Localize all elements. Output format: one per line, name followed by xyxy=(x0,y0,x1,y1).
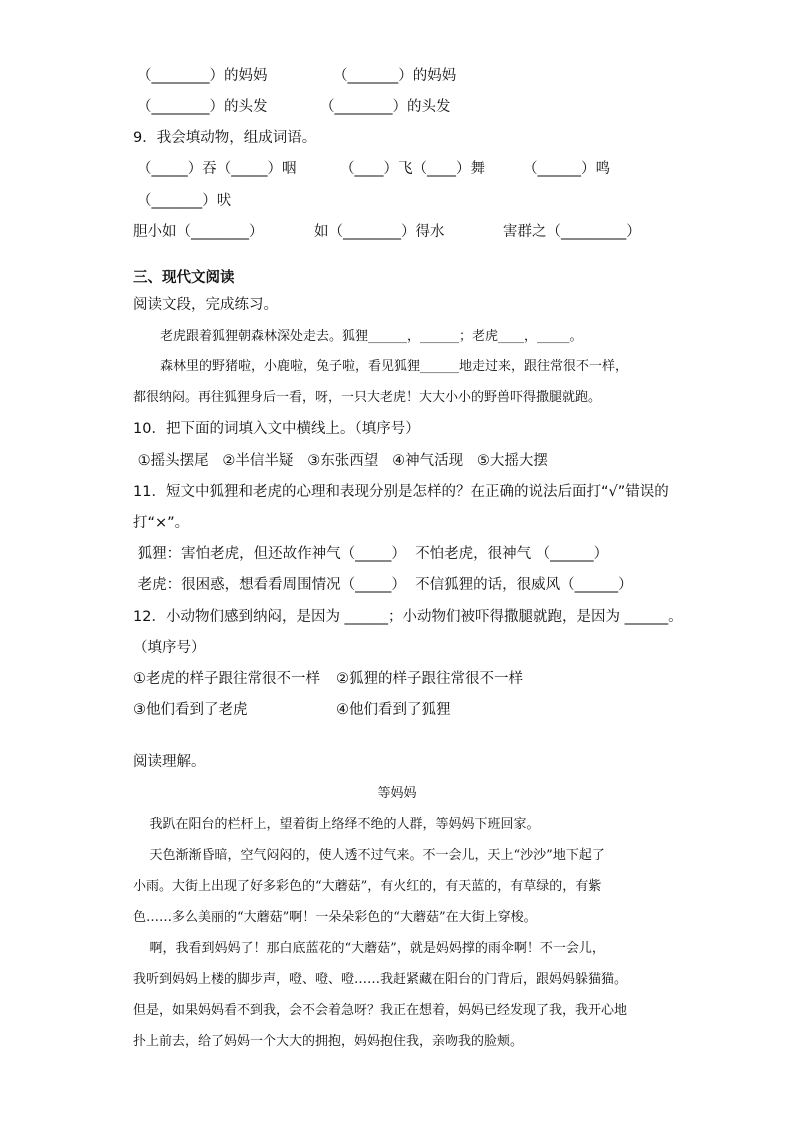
q12-option-3: ③他们看到了老虎 xyxy=(133,702,248,718)
story-line: 扑上前去，给了妈妈一个大大的拥抱，妈妈抱住我，亲吻我的脸颊。 xyxy=(133,1034,524,1049)
q12-option-1: ①老虎的样子跟往常很不一样 xyxy=(133,671,320,687)
q12-option-2: ②狐狸的样子跟往常很不一样 xyxy=(336,671,523,687)
story-title: 等妈妈 xyxy=(377,786,417,801)
story-line: 我趴在阳台的栏杆上，望着街上络绎不绝的人群，等妈妈下班回家。 xyxy=(133,817,540,832)
blank-mother-2: （_______）的妈妈 xyxy=(333,68,457,84)
story-line: 我听到妈妈上楼的脚步声，噔、噔、噔……我赶紧藏在阳台的门背后，跟妈妈躲猫猫。 xyxy=(133,972,628,987)
q9-blank-4: （_______）吠 xyxy=(137,193,232,209)
question-11-cont: 打“×”。 xyxy=(133,515,190,531)
passage-line: 森林里的野猪啦，小鹿啦，兔子啦，看见狐狸______地走过来，跟往常很不一样， xyxy=(160,359,629,374)
q9-blank-3: （______）鸣 xyxy=(523,161,610,177)
passage-line: 老虎跟着狐狸朝森林深处走去。狐狸______，______；老虎____，_____。 xyxy=(160,329,583,344)
story-line: 小雨。大街上出现了好多彩色的“大蘑菇”，有火红的，有天蓝的，有草绿的，有紫 xyxy=(133,879,602,894)
story-line: 天色渐渐昏暗，空气闷闷的，使人透不过气来。不一会儿，天上“沙沙”地下起了 xyxy=(133,848,605,863)
q9-blank-1: （_____）吞（_____）咽 xyxy=(137,161,297,177)
section-heading-3: 三、现代文阅读 xyxy=(133,270,235,286)
blank-hair-2: （________）的头发 xyxy=(320,99,451,115)
story-line: 色……多么美丽的“大蘑菇”啊！一朵朵彩色的“大蘑菇”在大街上穿梭。 xyxy=(133,910,537,925)
section-heading-4: 阅读理解。 xyxy=(133,754,206,770)
section3-intro: 阅读文段，完成练习。 xyxy=(133,297,278,313)
question-11: 11．短文中狐狸和老虎的心理和表现分别是怎样的？在正确的说法后面打“√”错误的 xyxy=(133,484,669,500)
question-9: 9．我会填动物，组成词语。 xyxy=(133,130,317,146)
passage-line: 都很纳闷。再往狐狸身后一看，呀，一只大老虎！大大小小的野兽吓得撒腿就跑。 xyxy=(133,390,602,405)
story-line: 但是，如果妈妈看不到我，会不会着急呀？我正在想着，妈妈已经发现了我，我开心地 xyxy=(133,1003,628,1018)
question-10: 10．把下面的词填入文中横线上。（填序号） xyxy=(133,421,420,437)
q10-options: ①摇头摆尾 ②半信半疑 ③东张西望 ④神气活现 ⑤大摇大摆 xyxy=(133,453,548,469)
q9-idiom-2: 如（________）得水 xyxy=(314,224,445,240)
blank-mother-1: （________）的妈妈 xyxy=(137,68,268,84)
q11-tiger: 老虎：很困惑，想看看周围情况（_____） 不信狐狸的话，很威风（______） xyxy=(133,577,633,593)
question-12-cont: （填序号） xyxy=(133,640,206,656)
q12-option-4: ④他们看到了狐狸 xyxy=(336,702,451,718)
blank-hair-1: （________）的头发 xyxy=(137,99,268,115)
q9-idiom-3: 害群之（_________） xyxy=(503,224,641,240)
q11-fox: 狐狸：害怕老虎，但还故作神气（_____） 不怕老虎，很神气 （______） xyxy=(133,546,609,562)
q9-blank-2: （____）飞（____）舞 xyxy=(340,161,485,177)
story-line: 啊，我看到妈妈了！那白底蓝花的“大蘑菇”，就是妈妈撑的雨伞啊！不一会儿， xyxy=(133,941,605,956)
question-12: 12．小动物们感到纳闷，是因为 ______；小动物们被吓得撒腿就跑，是因为 ______。 xyxy=(133,609,683,625)
q9-idiom-1: 胆小如（________） xyxy=(133,224,264,240)
